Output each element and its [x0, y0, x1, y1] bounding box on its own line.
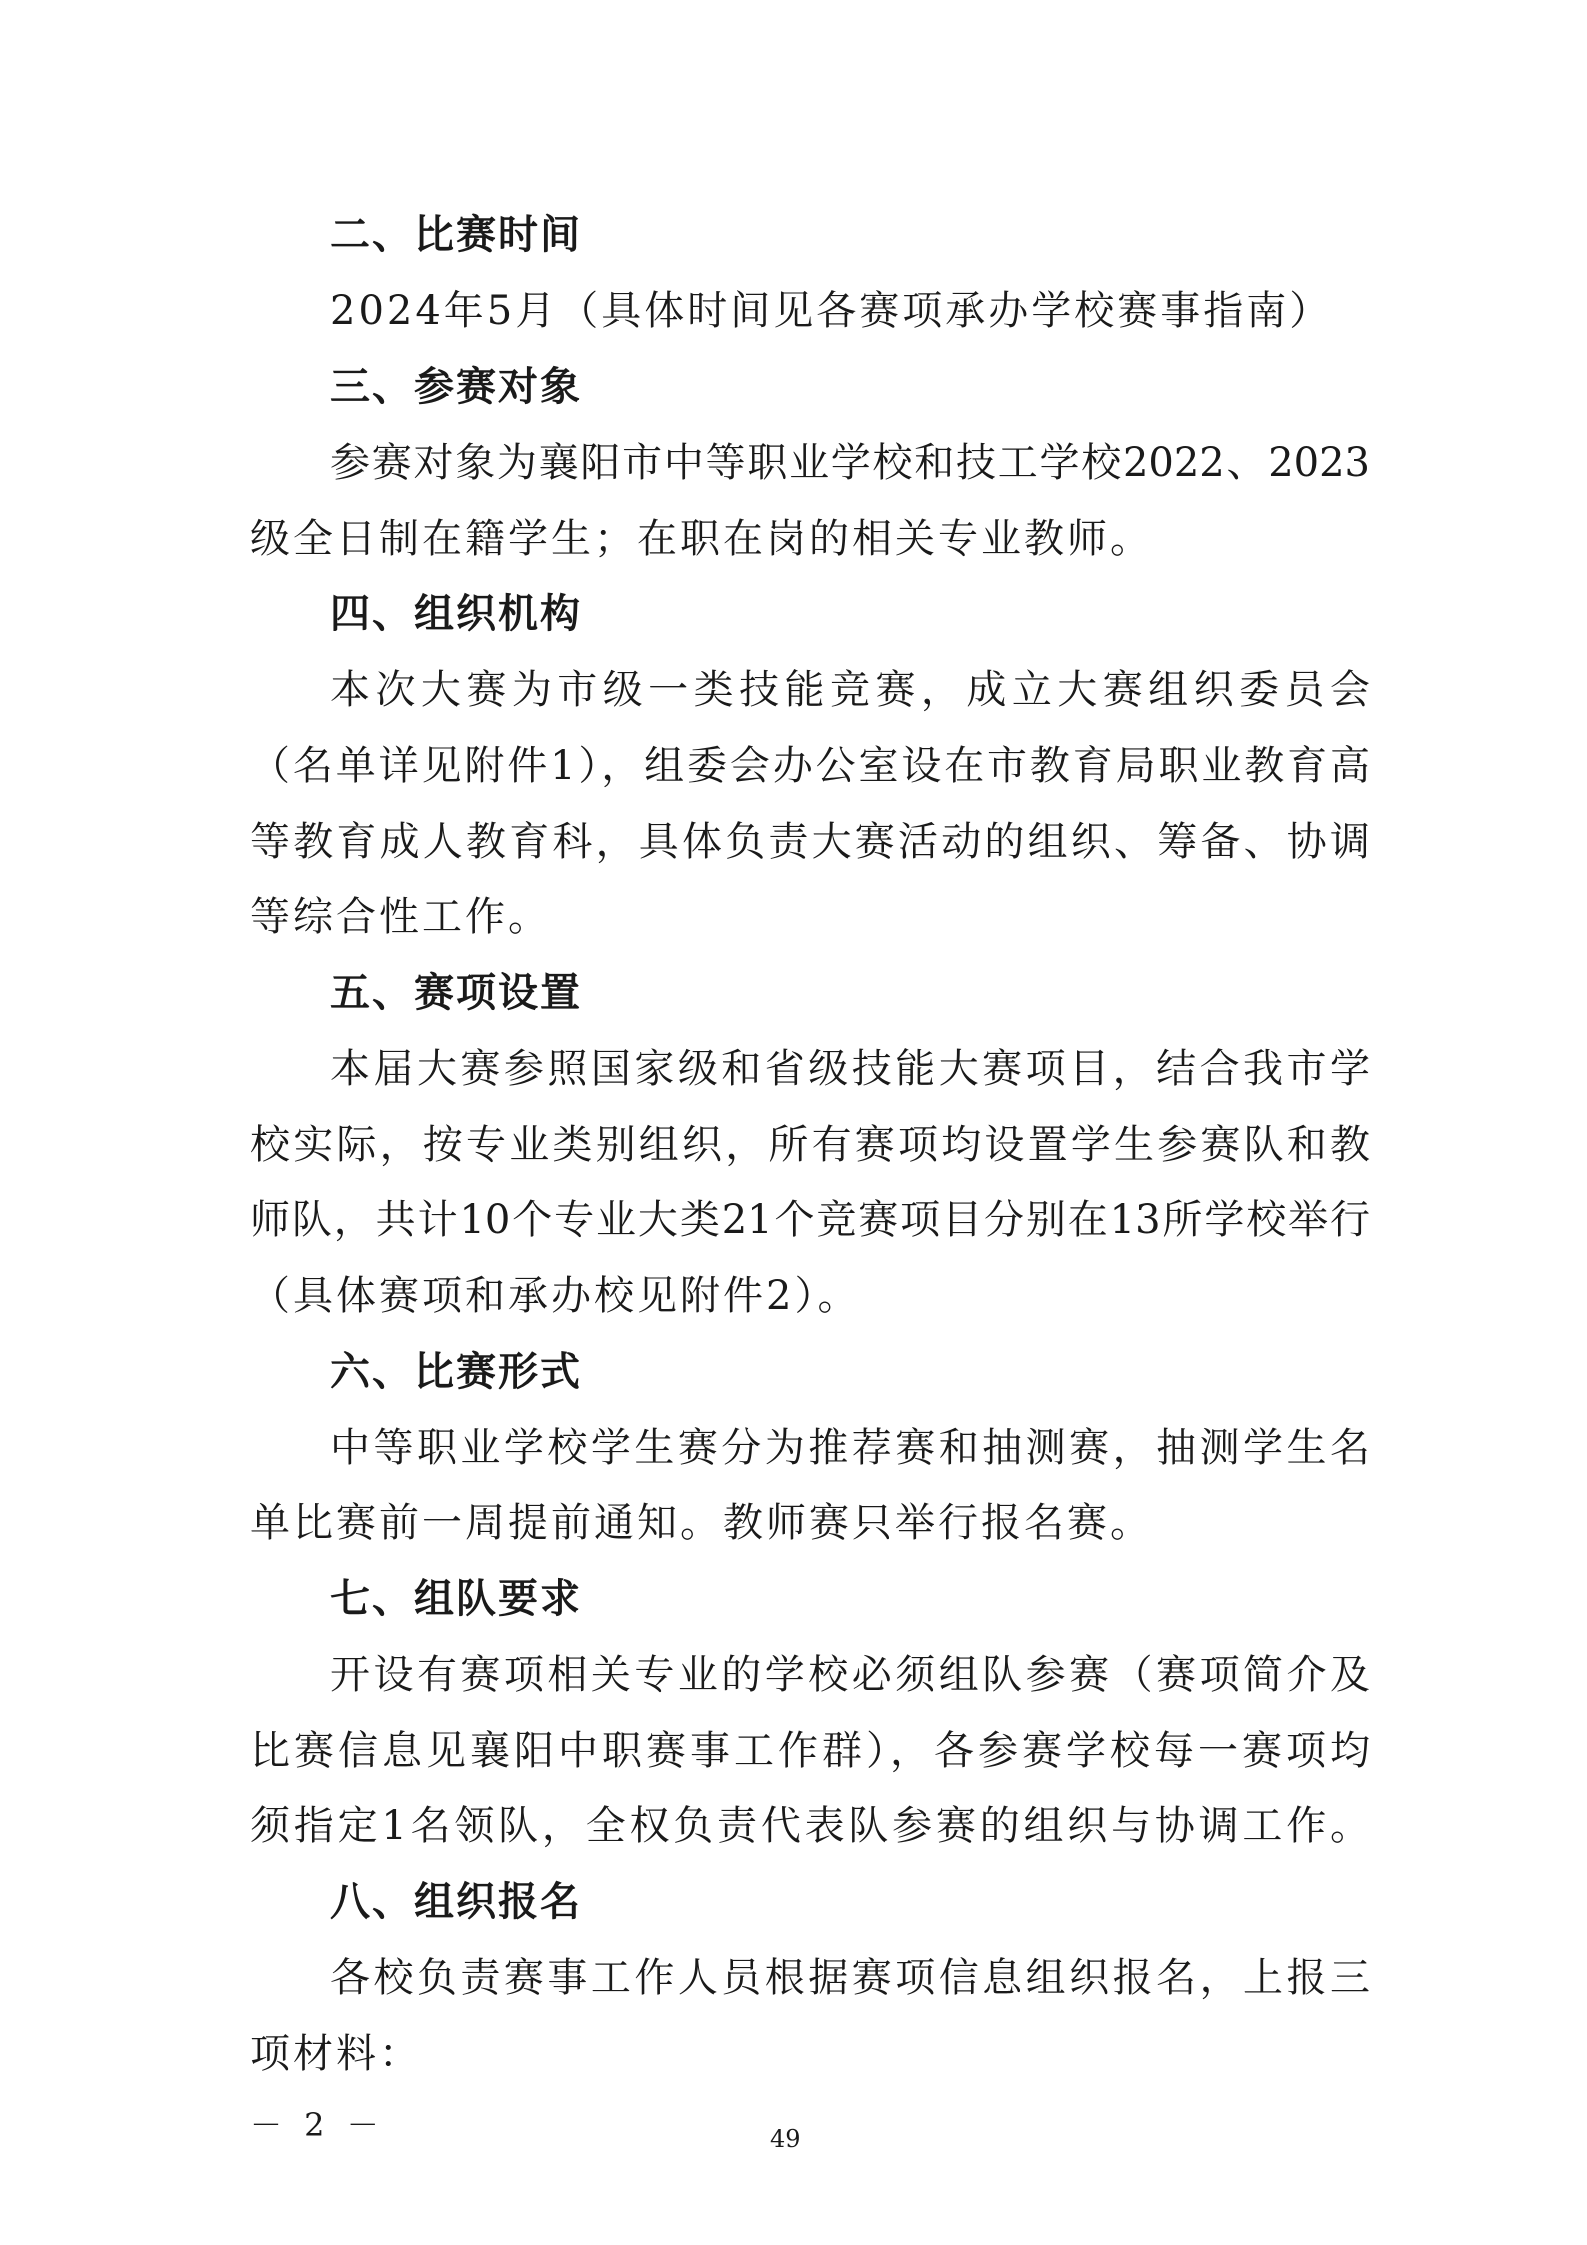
section-heading-format: 六、比赛形式 [330, 1349, 582, 1395]
paragraph-line: 中等职业学校学生赛分为推荐赛和抽测赛，抽测学生名 [330, 1425, 1370, 1471]
section-heading-time: 二、比赛时间 [330, 212, 582, 258]
paragraph-line: 比赛信息见襄阳中职赛事工作群），各参赛学校每一赛项均 [250, 1728, 1370, 1774]
section-heading-registration: 八、组织报名 [330, 1879, 582, 1925]
section-heading-team: 七、组队要求 [330, 1576, 582, 1622]
paragraph-line: 本届大赛参照国家级和省级技能大赛项目，结合我市学 [330, 1046, 1370, 1092]
paragraph-line: 等教育成人教育科，具体负责大赛活动的组织、筹备、协调 [250, 819, 1370, 865]
paragraph-line: （名单详见附件1），组委会办公室设在市教育局职业教育高 [250, 743, 1370, 789]
paragraph-line: 须指定1名领队，全权负责代表队参赛的组织与协调工作。 [250, 1803, 1370, 1849]
paragraph-line: （具体赛项和承办校见附件2）。 [250, 1273, 861, 1319]
sheet-number: 49 [770, 2125, 801, 2153]
page-number: － 2 － [250, 2106, 385, 2144]
paragraph-line: 各校负责赛事工作人员根据赛项信息组织报名，上报三 [330, 1955, 1370, 2001]
paragraph-line: 开设有赛项相关专业的学校必须组队参赛（赛项简介及 [330, 1652, 1370, 1698]
paragraph-line: 参赛对象为襄阳市中等职业学校和技工学校2022、2023 [330, 440, 1370, 486]
paragraph-line: 单比赛前一周提前通知。教师赛只举行报名赛。 [250, 1500, 1153, 1546]
paragraph-line: 级全日制在籍学生；在职在岗的相关专业教师。 [250, 516, 1153, 562]
paragraph-line: 等综合性工作。 [250, 894, 551, 940]
section-heading-events: 五、赛项设置 [330, 970, 582, 1016]
paragraph-line: 师队，共计10个专业大类21个竞赛项目分别在13所学校举行 [250, 1197, 1370, 1243]
paragraph-line: 2024年5月（具体时间见各赛项承办学校赛事指南） [330, 288, 1333, 334]
paragraph-line: 校实际，按专业类别组织，所有赛项均设置学生参赛队和教 [250, 1122, 1370, 1168]
section-heading-participants: 三、参赛对象 [330, 364, 582, 410]
paragraph-line: 项材料： [250, 2031, 422, 2077]
section-heading-organization: 四、组织机构 [330, 591, 582, 637]
paragraph-line: 本次大赛为市级一类技能竞赛，成立大赛组织委员会 [330, 667, 1370, 713]
